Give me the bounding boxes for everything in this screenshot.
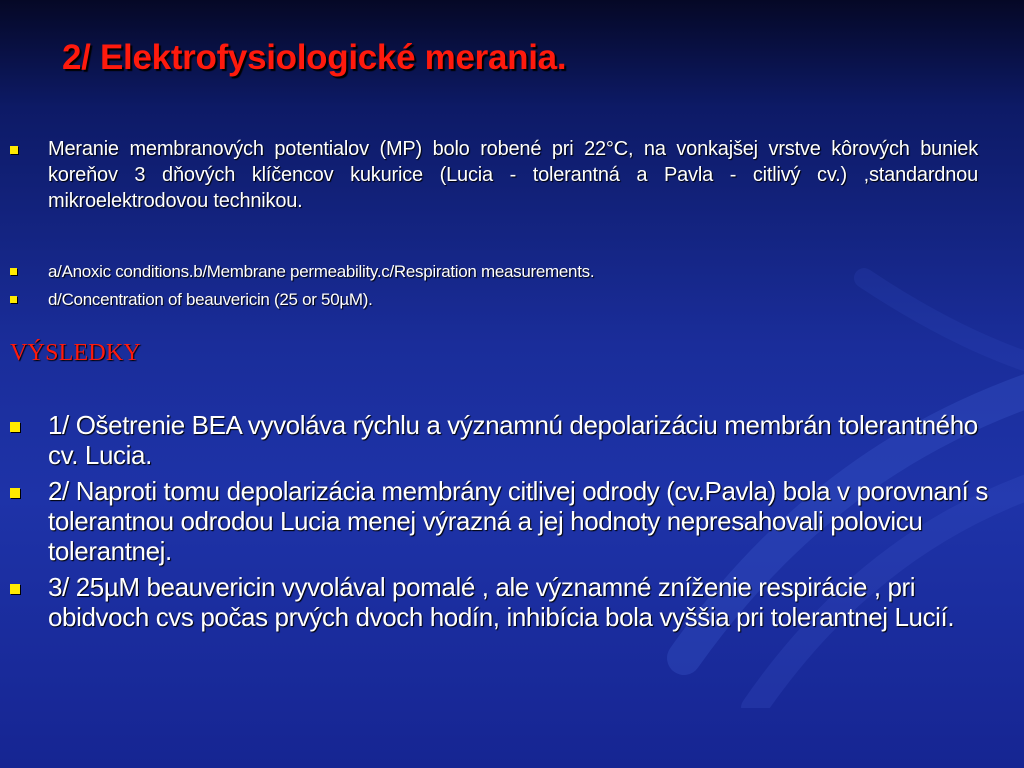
results-list [10,410,1000,638]
square-bullet-icon [10,584,20,594]
square-bullet-icon [10,268,17,275]
list-item-text: 1/ Ošetrenie BEA vyvoláva rýchlu a významnú depolarizáciu membrán tolerantného cv. Lucia. [48,410,978,470]
list-item-text: d/Concentration of beauvericin (25 or 50µM). [48,290,373,309]
list-item-text: 2/ Naproti tomu depolarizácia membrány citlivej odrody (cv.Pavla) bola v porovnaní s tolerantnou odrodou Lucia menej výrazná a jej hodnoty nepresahovali polovicu tolerantnej. [48,476,988,566]
list-item-text: a/Anoxic conditions.b/Membrane permeability.c/Respiration measurements. [48,262,595,281]
list-item [10,136,978,214]
list-item-text: Meranie membranových potentialov (MP) bolo robené pri 22°C, na vonkajšej vrstve kôrových buniek koreňov 3 dňových klíčencov kukurice (Lucia - tolerantná a Pavla - citlivý cv.) ,standardnou mikroelektrodovou technikou. [48,138,978,212]
list-item-text: 3/ 25µM beauvericin vyvolával pomalé , ale významné zníženie respirácie , pri obidvoch cvs počas prvých dvoch hodín, inhibícia bola vyššia pri tolerantnej Lucií. [48,572,955,632]
methods-list [10,136,978,214]
square-bullet-icon [10,488,20,498]
conditions-list [10,258,978,314]
list-item [10,410,1000,470]
square-bullet-icon [10,146,18,154]
list-item [10,572,1000,632]
list-item [10,476,1000,566]
results-heading: VÝSLEDKY [10,340,141,366]
list-item [10,286,978,314]
list-item [10,258,978,286]
square-bullet-icon [10,296,17,303]
slide-title: 2/ Elektrofysiologické merania. [62,38,567,77]
square-bullet-icon [10,422,20,432]
